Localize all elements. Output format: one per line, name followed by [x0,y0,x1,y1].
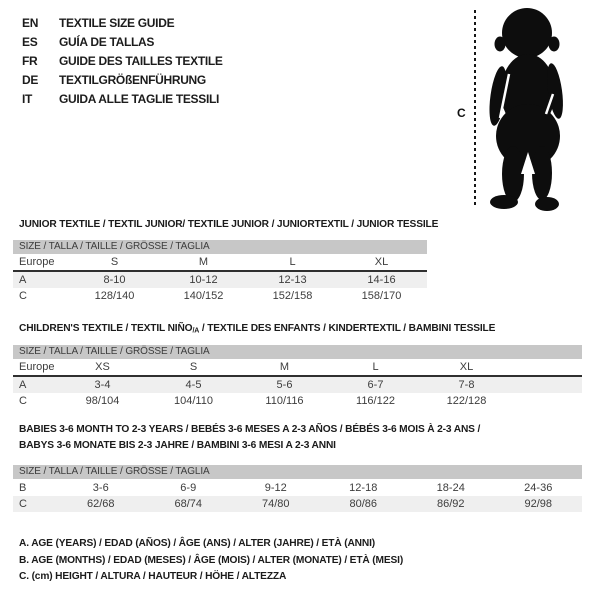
column-header: L [289,256,296,268]
column-header: S [189,361,198,373]
cell: 12-13 [278,274,307,286]
column-header: XS [95,361,110,373]
language-row-en [22,13,223,32]
language-code: ES [22,34,38,49]
column-header: M [198,256,209,268]
babies-table [13,465,582,512]
cell: 116/122 [356,395,395,407]
language-code: IT [22,91,33,106]
cell: 104/110 [174,395,213,407]
cell: 128/140 [94,290,135,302]
row-label: A [19,379,27,391]
row-label: A [19,274,27,286]
babies-title-line2: BABYS 3-6 MONATE BIS 2-3 JAHRE / BAMBINI 3-6 MESI A 2-3 ANNI [19,440,336,451]
cell: 80/86 [349,498,378,510]
language-title: TEXTILGRÖßENFÜHRUNG [59,72,206,87]
row-label: C [19,498,27,510]
cell: 3-4 [94,379,111,391]
cell: 10-12 [189,274,218,286]
legend-line-b: B. AGE (MONTHS) / EDAD (MESES) / ÂGE (MOIS) / ALTER (MONATE) / ETÀ (MESI) [19,554,404,566]
children-columns-row [13,359,582,377]
language-row-es [22,32,223,51]
row-label: C [19,290,27,302]
cell: 152/158 [272,290,313,302]
language-title: GUIDA ALLE TAGLIE TESSILI [59,91,220,106]
measure-legend [19,536,403,586]
height-measure-line [474,10,476,207]
height-measure-label: C [457,106,466,120]
language-list [22,13,223,108]
cell: 68/74 [174,498,203,510]
cell: 62/68 [86,498,115,510]
cell: 158/170 [361,290,402,302]
language-title: GUÍA DE TALLAS [59,34,155,49]
language-row-it [22,89,223,108]
cell: 92/98 [524,498,553,510]
children-row-c [13,393,582,409]
column-header: Europe [19,256,55,268]
cell: 4-5 [185,379,202,391]
babies-size-header: SIZE / TALLA / TAILLE / GRÖSSE / TAGLIA [13,465,582,479]
cell: 122/128 [446,395,487,407]
language-row-fr [22,51,223,70]
cell: 7-8 [458,379,475,391]
column-header: Europe [19,361,55,373]
children-title-subscript: /A [192,327,200,335]
cell: 6-7 [367,379,384,391]
cell: 98/104 [85,395,120,407]
cell: 140/152 [183,290,224,302]
cell: 3-6 [92,481,109,494]
junior-row-a [13,272,427,288]
cell: 86/92 [436,498,465,510]
cell: 9-12 [264,481,287,494]
junior-section-title: JUNIOR TEXTILE / TEXTIL JUNIOR/ TEXTILE JUNIOR / JUNIORTEXTIL / JUNIOR TESSILE [19,219,439,230]
legend-line-c: C. (cm) HEIGHT / ALTURA / HAUTEUR / HÖHE / ALTEZZA [19,571,287,582]
junior-columns-row [13,254,427,272]
junior-table [13,240,427,304]
column-header: S [110,256,119,268]
junior-size-header: SIZE / TALLA / TAILLE / GRÖSSE / TAGLIA [13,240,427,254]
babies-row-c [13,496,582,512]
baby-silhouette-icon [483,6,575,212]
language-code: EN [22,15,39,30]
legend-line-a: A. AGE (YEARS) / EDAD (AÑOS) / ÂGE (ANS) / ALTER (JAHRE) / ETÀ (ANNI) [19,538,376,549]
children-title-suffix: / TEXTILE DES ENFANTS / KINDERTEXTIL / BAMBINI TESSILE [199,323,496,334]
cell: 8-10 [103,274,126,286]
cell: 110/116 [265,395,304,407]
column-header: M [279,361,290,373]
cell: 5-6 [276,379,293,391]
row-label: B [19,481,27,494]
language-code: FR [22,53,38,68]
babies-section-title [19,423,480,452]
junior-row-c [13,288,427,304]
column-header: L [372,361,379,373]
babies-row-b [13,479,582,496]
language-title: TEXTILE SIZE GUIDE [59,15,175,30]
cell: 74/80 [261,498,290,510]
cell: 24-36 [524,481,553,494]
children-row-a [13,377,582,393]
language-code: DE [22,72,39,87]
language-row-de [22,70,223,89]
cell: 18-24 [436,481,465,494]
cell: 14-16 [367,274,396,286]
column-header: XL [459,361,474,373]
babies-title-line1: BABIES 3-6 MONTH TO 2-3 YEARS / BEBÉS 3-6 MESES A 2-3 AÑOS / BÉBÉS 3-6 MOIS À 2-3 ANS / [19,424,481,435]
cell: 6-9 [180,481,197,494]
children-title-prefix: CHILDREN'S TEXTILE / TEXTIL NIÑO [19,323,193,334]
children-size-header: SIZE / TALLA / TAILLE / GRÖSSE / TAGLIA [13,345,582,359]
column-header: XL [374,256,389,268]
row-label: C [19,395,27,407]
children-table [13,345,582,409]
children-section-title [19,322,495,338]
cell: 12-18 [349,481,378,494]
language-title: GUIDE DES TAILLES TEXTILE [59,53,223,68]
